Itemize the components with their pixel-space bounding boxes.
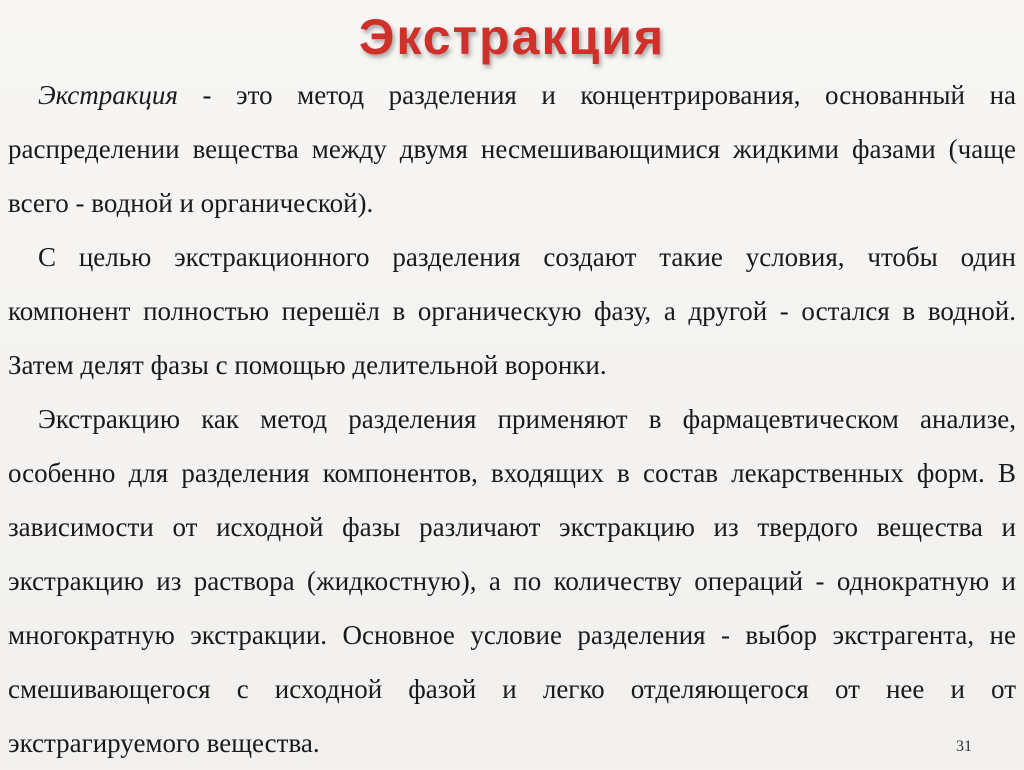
paragraph-definition (8, 68, 1016, 230)
paragraph-application: Экстракцию как метод разделения применяют в фармацевтическом анализе, особенно для разделения компонентов, входящих в состав лекарственных форм. В зависимости от исходной фазы различают экстракцию из твердого вещества и экстракцию из раствора (жидкостную), а по количеству операций - однократную и многократную экстракции. Основное условие разделения - выбор экстрагента, не смешивающегося с исходной фазой и легко отделяющегося от нее и от экстрагируемого вещества. (8, 404, 1016, 758)
page-number: 31 (956, 738, 972, 755)
paragraph-separation: С целью экстракционного разделения создают такие условия, чтобы один компонент полностью перешёл в органическую фазу, а другой - остался в водной. Затем делят фазы с помощью делительной воронки. (8, 242, 1016, 380)
definition-text: - это метод разделения и концентрирования, основанный на распределении вещества между двумя несмешивающимися жидкими фазами (чаще всего - водной и органической). (8, 80, 1016, 218)
term-extraction: Экстракция (38, 80, 178, 110)
slide-body (8, 68, 1016, 770)
slide-title: Экстракция (358, 9, 666, 65)
